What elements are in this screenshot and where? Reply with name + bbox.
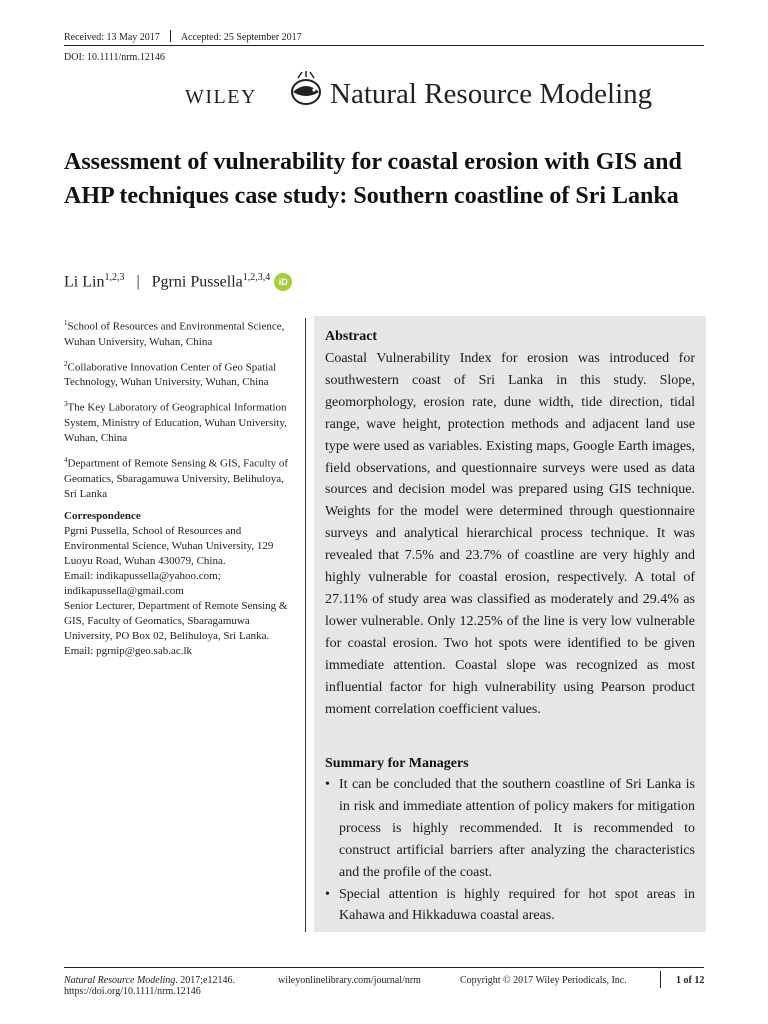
affiliation [64,453,296,502]
footer-rule [64,967,704,968]
author-list [64,272,292,291]
column-divider [305,318,306,932]
journal-title: Natural Resource Modeling [330,78,653,110]
publisher-logo-text: WILEY [185,86,257,108]
correspondence-email[interactable]: Email: indikapussella@yahoo.com; indikapussella@gmail.com [64,569,221,597]
list-item-text: Special attention is highly required for hot spot areas in Kahawa and Hikkaduwa coastal areas. [339,886,695,924]
correspondence-line: Senior Lecturer, Department of Remote Sensing & GIS, Faculty of Geomatics, Sbaragamuwa University, PO Box 02, Belihuloya, Sri Lanka. [64,599,288,642]
correspondence-email[interactable]: Email: pgrnip@geo.sab.ac.lk [64,644,193,657]
affiliation-text: Department of Remote Sensing & GIS, Faculty of Geomatics, Sbaragamuwa University, Belihuloya, Sri Lanka [64,457,289,500]
footer-copyright: Copyright © 2017 Wiley Periodicals, Inc. [460,975,627,986]
abstract-text: Coastal Vulnerability Index for erosion was introduced for southwestern coast of Sri Lanka in this study. Slope, geomorphology, erosion rate, dune width, tide direction, tidal range, wave height, protection methods and adjacent land use type were used as variables. Existing maps, Google Earth images, field observations, and questionnaire surveys were used as data sources and decision model was prepared using GIS technique. Weights for the model were determined through questionnaire surveys and analytical hierarchical process technique. It was revealed that 7.5% and 23.7% of coastline are very highly and highly vulnerable for coastal erosion, respectively. A total of 27.11% of study area was classified as moderately and 29.4% as lower vulnerable. Only 12.25% of the line is very low vulnerable for coastal erosion. Two hot spots were identified to be given immediate attention. Coastal slope was recognized as most influential factor for high vulnerability using Pearson product moment correlation coefficient values. [325,351,695,717]
correspondence-heading: Correspondence [64,509,141,522]
list-item [325,884,695,928]
affiliation [64,357,296,391]
footer-citation-text: . 2017;e12146. [175,975,235,986]
author-name[interactable]: Li Lin [64,273,105,291]
footer-doi-link[interactable]: https://doi.org/10.1111/nrm.12146 [64,986,201,997]
abstract-heading: Abstract [325,329,378,344]
footer-citation [64,975,235,986]
summary-list [325,774,695,927]
list-item [325,774,695,884]
list-item-text: It can be concluded that the southern coastline of Sri Lanka is in risk and immediate attention of policy makers for mitigation process is highly recommended. It is recommended to construct artificial barriers after analyzing the characteristics and the profile of the coast. [339,777,695,880]
page-number: 1 of 12 [676,975,705,986]
doi-text: DOI: 10.1111/nrm.12146 [64,52,165,63]
affiliation-number: 2 [64,359,68,368]
affiliation-number: 3 [64,400,68,409]
correspondence-line: Pgrni Pussella, School of Resources and Environmental Science, Wuhan University, 129 Luoyu Road, Wuhan 430079, China. [64,524,274,567]
article-dates [64,30,302,44]
footer-journal-link[interactable]: wileyonlinelibrary.com/journal/nrm [278,975,421,986]
meta-separator [170,30,171,42]
summary-heading: Summary for Managers [325,756,469,771]
affiliation-text: Collaborative Innovation Center of Geo Spatial Technology, Wuhan University, Wuhan, China [64,361,277,389]
author-affiliation-marks: 1,2,3,4 [242,272,271,283]
author-name[interactable]: Pgrni Pussella [151,273,243,291]
bullet-icon: • [325,886,330,902]
accepted-date: Accepted: 25 September 2017 [180,32,302,43]
affiliation-number: 1 [64,319,68,327]
received-date: Received: 13 May 2017 [64,32,160,43]
publisher-emblem-icon [284,70,328,110]
affiliations-column [64,316,296,659]
article-title: Assessment of vulnerability for coastal erosion with GIS and AHP techniques case study: Southern coastline of Sri Lanka [64,149,682,209]
author-separator: | [136,273,140,291]
affiliation-number: 4 [64,455,68,464]
header-rule [64,45,704,46]
footer-journal-name: Natural Resource Modeling [64,975,176,986]
footer-separator [660,971,661,988]
affiliation [64,397,296,446]
bullet-icon: • [325,777,330,792]
affiliation-text: School of Resources and Environmental Science, Wuhan University, Wuhan, China [64,320,285,348]
orcid-icon[interactable]: iD [274,273,292,291]
author-affiliation-marks: 1,2,3 [104,272,125,283]
affiliation [64,316,296,350]
affiliation-text: The Key Laboratory of Geographical Information System, Ministry of Education, Wuhan University, Wuhan, China [64,401,287,444]
